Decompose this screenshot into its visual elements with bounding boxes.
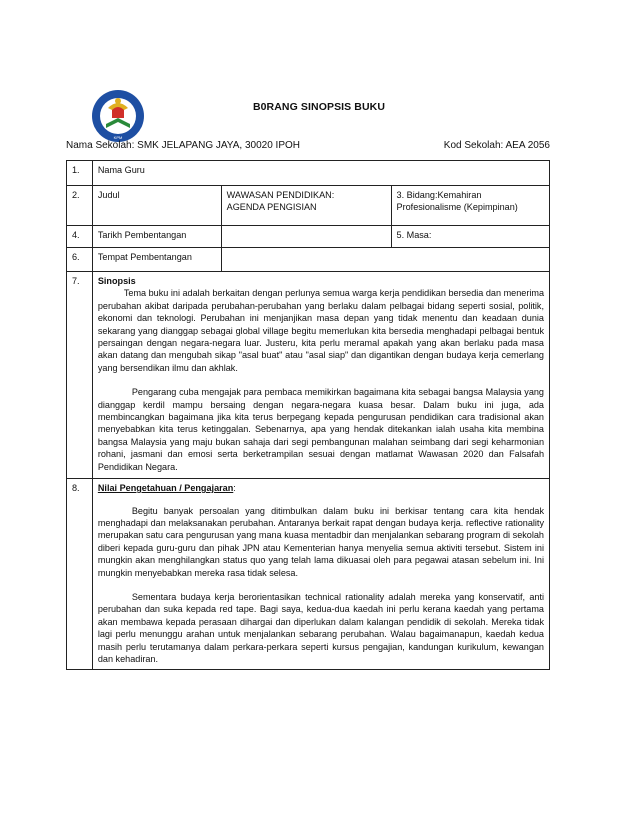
- school-code: Kod Sekolah: AEA 2056: [443, 140, 550, 151]
- bidang-line2: Profesionalisme (Kepimpinan): [396, 202, 518, 213]
- sinopsis-paragraph-1: Tema buku ini adalah berkaitan dengan perlunya semua warga kerja pendidikan bersedia dan menerima perubahan akibat daripada perubahan-perubahan yang berlaku dalam pelbagai bidang seperti sosial, politik, ekonomi dan teknologi. Perubahan ini menjanjikan masa depan yang tidak menentu dan keadaan dunia sekarang yang dianggap sebagai global village begitu memerlukan kita bersedia menghadapi pelbagai bentuk persaingan dengan negara-negara luar. Justeru, kita perlu meramal apakah yang akan berlaku pada masa akan datang dan mengubah sikap "asal buat" atau "asal siap" dan digantikan dengan budaya kerja cemerlang yang bersendikan ilmu dan akhlak.: [97, 288, 544, 373]
- nilai-paragraph-1: Begitu banyak persoalan yang ditimbulkan dalam buku ini berkisar tentang cara kita hendak menghadapi dan melaksanakan perubahan. Antaranya berkait rapat dengan budaya kerja. reflective rationality merupakan satu cara pengurusan yang mana kuasa mentadbir dan menjalankan sebarang program di sekolah diberi kepada guru-guru dan pihak JPN atau Kementerian hanya menyelia semua aktiviti tersebut. Sistem ini mungkin akan menghilangkan status quo yang telah lama dikuasai oleh para pegawai atasan sebelum ini. Ini mungkin menyebabkan mereka rasa tidak selesa.: [97, 505, 544, 578]
- label-nilai-wrap: Nilai Pengetahuan / Pengajaran:: [97, 483, 236, 494]
- form-title: B0RANG SINOPSIS BUKU: [252, 101, 386, 113]
- row-number: 4.: [67, 226, 93, 248]
- row-number: 2.: [67, 186, 93, 226]
- row-judul: [67, 186, 550, 226]
- book-title-line1: WAWASAN PENDIDIKAN:: [226, 190, 335, 200]
- row-tempat: [67, 248, 550, 272]
- bidang-line1: 3. Bidang:Kemahiran: [396, 190, 482, 200]
- school-name: Nama Sekolah: SMK JELAPANG JAYA, 30020 IPOH: [66, 140, 300, 151]
- tarikh-value: [221, 226, 391, 248]
- label-sinopsis: Sinopsis: [97, 276, 136, 286]
- label-tarikh: Tarikh Pembentangan: [92, 226, 221, 248]
- row-sinopsis: [67, 272, 550, 479]
- school-info-line: [66, 140, 550, 151]
- book-title-line2: AGENDA PENGISIAN: [226, 202, 317, 213]
- book-title-cell: [221, 186, 391, 226]
- sinopsis-cell: [92, 272, 549, 479]
- label-tempat: Tempat Pembentangan: [92, 248, 221, 272]
- synopsis-form-table: [66, 160, 550, 670]
- label-judul: Judul: [92, 186, 221, 226]
- row-number: 7.: [67, 272, 93, 479]
- sinopsis-paragraph-2: Pengarang cuba mengajak para pembaca memikirkan bagaimana kita sebagai bangsa Malaysia yang dianggap kerdil mampu bersaing dengan negara-negara kuasa besar. Dalam buku ini juga, ada membincangkan bagaimana jika kita terus berpegang kepada pengurusan pendidikan cara tradisional akan menyebabkan kita terus ketinggalan. Sebenarnya, apa yang hendak ditekankan ialah usaha kita membina bangsa Malaysia yang maju bukan sahaja dari segi pembangunan malahan seimbang dari segi keharmonian rohani, jasmani dan emosi serta berketrampilan sesuai dengan matlamat Wawasan 2020 dan Falsafah Pendidikan Negara.: [97, 387, 544, 472]
- row-number: 8.: [67, 479, 93, 670]
- row-number: 6.: [67, 248, 93, 272]
- svg-text:KPM: KPM: [113, 135, 123, 140]
- label-nilai: Nilai Pengetahuan / Pengajaran: [97, 483, 234, 494]
- row-tarikh: [67, 226, 550, 248]
- row-number: 1.: [67, 161, 93, 186]
- ministry-logo: [90, 88, 146, 144]
- tempat-value: [221, 248, 549, 272]
- nilai-paragraph-2: Sementara budaya kerja berorientasikan technical rationality adalah mereka yang konservatif, anti perubahan dan suka kepada red tape. Bagi saya, kedua-dua kaedah ini perlu kerana kaedah yang pertama akan membawa kepada perasaan dihargai dan diperlukan dalam kalangan pendidik di sekolah. Mereka tidak lagi perlu menunggu arahan untuk menjalankan sebarang perubahan. Walau bagaimanapun, kaedah kedua masih perlu terutamanya dalam perkara-perkara seperti kursus pengajian, kandungan kurikulum, kewangan dan kehadiran.: [97, 591, 544, 664]
- label-masa: 5. Masa:: [391, 226, 549, 248]
- nilai-cell: [92, 479, 549, 670]
- row-nilai: [67, 479, 550, 670]
- bidang-cell: [391, 186, 549, 226]
- label-nama-guru: Nama Guru: [92, 161, 549, 186]
- row-nama-guru: [67, 161, 550, 186]
